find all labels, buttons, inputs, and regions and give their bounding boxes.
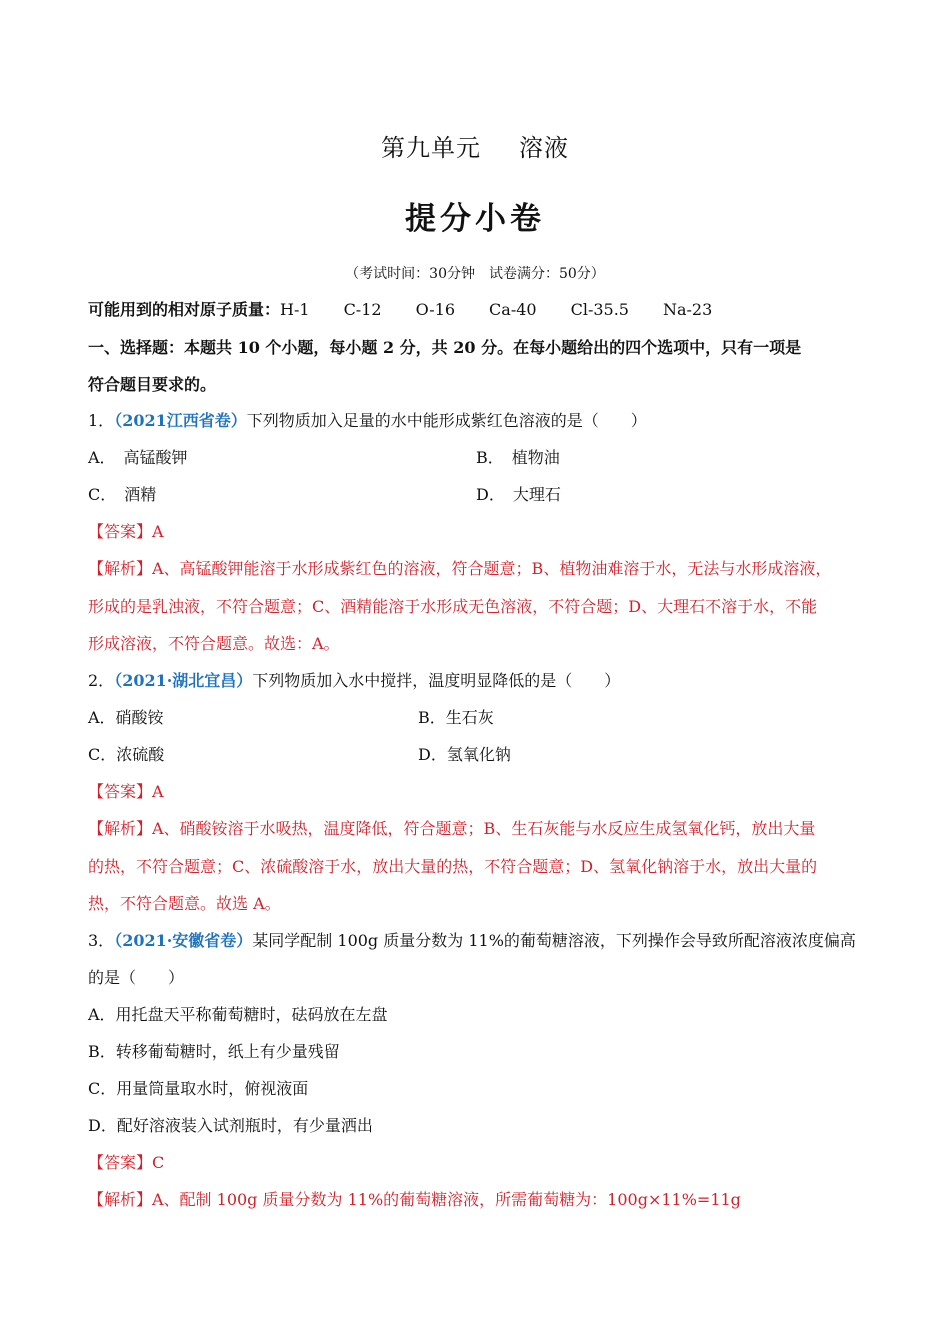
atomic-masses-label: 可能用到的相对原子质量： bbox=[88, 300, 281, 319]
question-3-option-d: D．配好溶液装入试剂瓶时，有少量洒出 bbox=[88, 1116, 373, 1135]
question-2-analysis-line: 【解析】A、硝酸铵溶于水吸热，温度降低，符合题意；B、生石灰能与水反应生成氢氧化钙，放出大量 bbox=[88, 819, 816, 838]
paper-subtitle: 提分小卷 bbox=[405, 201, 545, 237]
question-source: （2021·安徽省卷） bbox=[114, 931, 253, 950]
question-3-answer: 【答案】C bbox=[88, 1153, 165, 1172]
question-2-option-a: A．硝酸铵 bbox=[88, 708, 164, 727]
question-text: 下列物质加入足量的水中能形成紫红色溶液的是（ ） bbox=[246, 411, 647, 430]
question-number: 1． bbox=[88, 411, 115, 430]
question-3-analysis-line: 【解析】A、配制 100g 质量分数为 11%的葡萄糖溶液，所需葡萄糖为：100g×11%=11g bbox=[88, 1190, 741, 1209]
mass-item: H-1 bbox=[280, 300, 310, 319]
section-heading-line2: 符合题目要求的。 bbox=[88, 375, 217, 394]
question-2-analysis-line: 热，不符合题意。故选 A。 bbox=[88, 894, 281, 913]
question-2-option-b: B．生石灰 bbox=[418, 708, 494, 727]
question-1-analysis-line: 形成溶液，不符合题意。故选：A。 bbox=[88, 634, 340, 653]
exam-info: （考试时间：30分钟 试卷满分：50分） bbox=[345, 266, 605, 282]
question-1-option-b: B． 植物油 bbox=[476, 448, 560, 467]
question-3-option-b: B．转移葡萄糖时，纸上有少量残留 bbox=[88, 1042, 340, 1061]
question-text: 下列物质加入水中搅拌，温度明显降低的是（ ） bbox=[252, 671, 621, 690]
question-1-option-d: D． 大理石 bbox=[476, 485, 561, 504]
question-3-stem bbox=[88, 931, 856, 951]
question-1-analysis-line: 【解析】A、高锰酸钾能溶于水形成紫红色的溶液，符合题意；B、植物油难溶于水，无法与水形成溶液， bbox=[88, 559, 832, 578]
question-2-analysis-line: 的热，不符合题意；C、浓硫酸溶于水，放出大量的热，不符合题意；D、氢氧化钠溶于水，放出大量的 bbox=[88, 857, 818, 876]
mass-item: Na-23 bbox=[662, 300, 713, 319]
mass-item: Cl-35.5 bbox=[570, 300, 629, 319]
question-2-stem bbox=[88, 671, 620, 691]
question-1-stem bbox=[88, 411, 647, 431]
mass-item: C-12 bbox=[343, 300, 382, 319]
question-1-option-a: A． 高锰酸钾 bbox=[88, 448, 188, 467]
topic-label: 溶液 bbox=[519, 134, 569, 162]
question-2-option-c: C．浓硫酸 bbox=[88, 745, 165, 764]
question-number: 3． bbox=[88, 931, 115, 950]
question-1-analysis-line: 形成的是乳浊液，不符合题意；C、酒精能溶于水形成无色溶液，不符合题；D、大理石不溶于水，不能 bbox=[88, 597, 818, 616]
unit-title bbox=[0, 128, 950, 163]
question-2-answer: 【答案】A bbox=[88, 782, 164, 801]
mass-item: Ca-40 bbox=[489, 300, 537, 319]
question-3-option-a: A．用托盘天平称葡萄糖时，砝码放在左盘 bbox=[88, 1005, 388, 1024]
section-heading-line1: 一、选择题：本题共 10 个小题，每小题 2 分，共 20 分。在每小题给出的四个选项中，只有一项是 bbox=[88, 338, 802, 357]
atomic-masses bbox=[88, 300, 746, 320]
question-2-option-d: D．氢氧化钠 bbox=[418, 745, 511, 764]
question-1-answer: 【答案】A bbox=[88, 522, 164, 541]
question-3-stem-cont: 的是（ ） bbox=[88, 968, 185, 987]
question-source: （2021·湖北宜昌） bbox=[114, 671, 253, 690]
question-1-option-c: C． 酒精 bbox=[88, 485, 157, 504]
unit-label: 第九单元 bbox=[381, 134, 481, 162]
question-text: 某同学配制 100g 质量分数为 11%的葡萄糖溶液，下列操作会导致所配溶液浓度偏高 bbox=[252, 931, 856, 950]
mass-item: O-16 bbox=[415, 300, 456, 319]
question-3-option-c: C．用量筒量取水时，俯视液面 bbox=[88, 1079, 309, 1098]
question-source: （2021江西省卷） bbox=[114, 411, 247, 430]
question-number: 2． bbox=[88, 671, 115, 690]
